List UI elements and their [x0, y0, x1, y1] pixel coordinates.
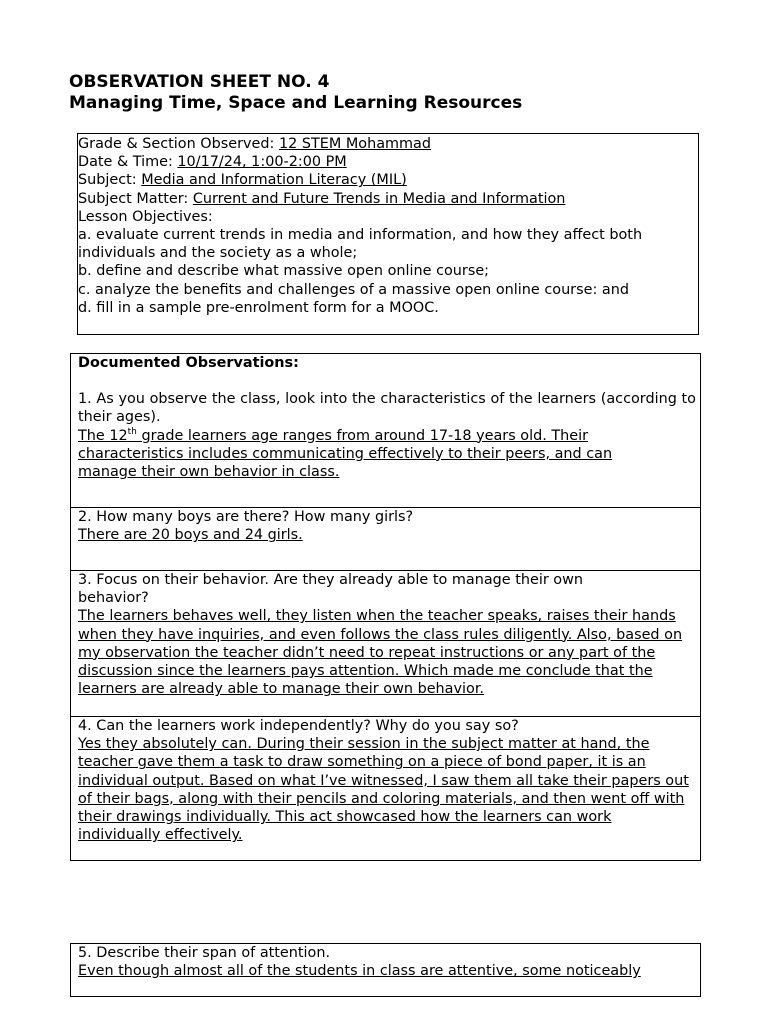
grade-section-value: 12 STEM Mohammad [278, 136, 431, 152]
subject-line: Subject: Media and Information Literacy (MIL) [78, 172, 407, 189]
observation-row-3 [71, 571, 701, 717]
objective-line: b. define and describe what massive open online course; [78, 263, 490, 280]
subject-value: Media and Information Literacy (MIL) [141, 172, 407, 189]
objectives-label: Lesson Objectives: [78, 208, 213, 225]
objective-line: a. evaluate current trends in media and information, and how they affect both [78, 227, 643, 244]
observations-heading: Documented Observations: [78, 355, 299, 371]
grade-section-line: Grade & Section Observed: 12 STEM Mohammad [78, 136, 431, 152]
objective-line: c. analyze the benefits and challenges of a massive open online course: and [78, 281, 629, 298]
question-3: 3. Focus on their behavior. Are they already able to manage their own behavior? [78, 572, 584, 607]
question-4: 4. Can the learners work independently? Why do you say so? [78, 718, 519, 734]
sheet-title [69, 72, 522, 114]
answer-1: The 12th grade learners age ranges from around 17-18 years old. Their characteristics includes communicating effectively to their peers, and can manage their own behavior in class. [78, 426, 613, 481]
observation-row-5 [70, 943, 701, 997]
objective-line: d. fill in a sample pre-enrolment form for a MOOC. [78, 299, 439, 316]
answer-2: There are 20 boys and 24 girls. [78, 527, 303, 544]
question-2: 2. How many boys are there? How many girls? [78, 509, 414, 525]
question-1: 1. As you observe the class, look into the characteristics of the learners (according to their ages). [78, 391, 696, 426]
answer-5: Even though almost all of the students in class are attentive, some noticeably [78, 963, 641, 980]
lesson-info-box [77, 133, 699, 335]
subject-matter-line: Subject Matter: Current and Future Trends in Media and Information [78, 190, 566, 207]
sheet-number: OBSERVATION SHEET NO. 4 [69, 72, 330, 92]
observation-row-2 [71, 508, 701, 571]
observation-row-1 [71, 354, 701, 508]
answer-4: Yes they absolutely can. During their session in the subject matter at hand, the teacher gave them a task to draw something on a piece of bond paper, it is an individual output. Based on what I’ve witnessed, I saw them all take their papers out of their bags, along with their pencils and coloring materials, and then went off with their drawings individually. This act showcased how the learners can work individually effectively. [78, 736, 689, 844]
date-time-line: Date & Time: 10/17/24, 1:00-2:00 PM [78, 154, 347, 171]
observation-row-4 [71, 717, 701, 861]
answer-3: The learners behaves well, they listen when the teacher speaks, raises their hands when they have inquiries, and even follows the class rules diligently. Also, based on my observation the teacher didn’t need to repeat instructions or any part of the discussion since the learners pays attention. Which made me conclude that the learners are already able to manage their own behavior. [78, 608, 683, 698]
objective-line: individuals and the society as a whole; [78, 245, 358, 262]
question-5: 5. Describe their span of attention. [78, 945, 331, 961]
observations-table [70, 353, 701, 861]
date-time-value: 10/17/24, 1:00-2:00 PM [177, 154, 347, 171]
sheet-subtitle: Managing Time, Space and Learning Resources [69, 93, 523, 113]
subject-matter-value: Current and Future Trends in Media and Information [192, 190, 566, 207]
